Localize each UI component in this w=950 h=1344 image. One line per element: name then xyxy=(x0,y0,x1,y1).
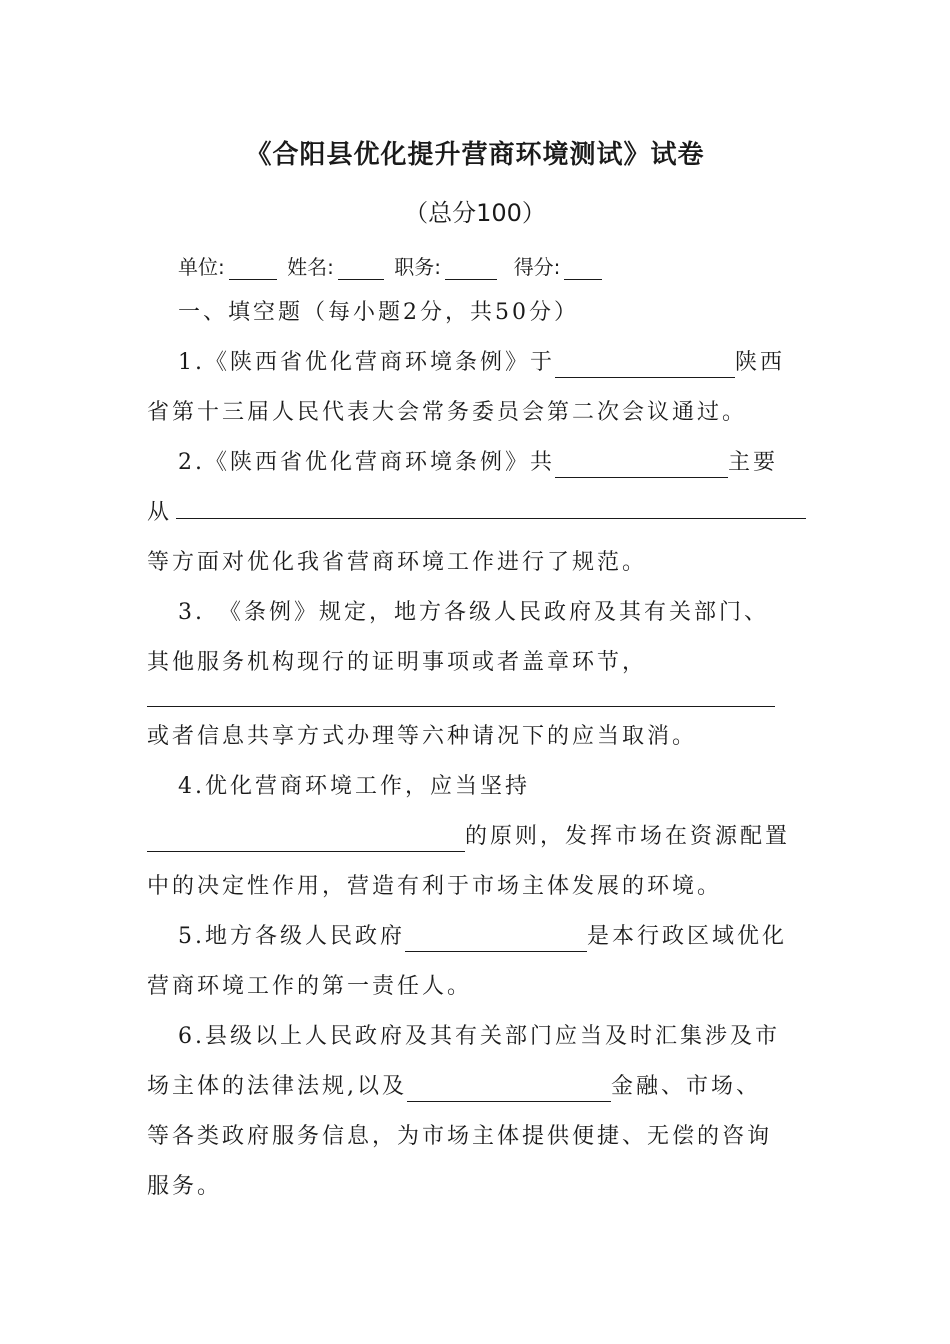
exam-title: 《合阳县优化提升营商环境测试》试卷 xyxy=(245,140,705,170)
name-label: 姓名: xyxy=(287,255,334,279)
q2-line3: 等方面对优化我省营商环境工作进行了规范。 xyxy=(147,550,648,575)
q6-blank[interactable] xyxy=(407,1075,611,1102)
q1-line1 xyxy=(178,348,808,378)
q1-text: 1.《陕西省优化营商环境条例》于 xyxy=(178,350,555,375)
q2-line1 xyxy=(178,448,808,478)
q4-line2 xyxy=(147,822,807,852)
q1-text-tail: 陕西 xyxy=(735,350,786,375)
q6-line2 xyxy=(147,1072,807,1102)
q2-text: 2.《陕西省优化营商环境条例》共 xyxy=(178,450,555,475)
q2-line2 xyxy=(147,498,807,528)
unit-label: 单位: xyxy=(178,255,225,279)
q5-line2: 营商环境工作的第一责任人。 xyxy=(147,974,473,999)
info-row xyxy=(178,251,606,280)
position-label: 职务: xyxy=(394,255,441,279)
q4-line3: 中的决定性作用，营造有利于市场主体发展的环境。 xyxy=(147,874,723,899)
score-label: 得分: xyxy=(513,255,561,279)
q2-long-blank[interactable] xyxy=(176,518,806,519)
q6-line1: 6.县级以上人民政府及其有关部门应当及时汇集涉及市 xyxy=(178,1024,780,1049)
q3-long-blank[interactable] xyxy=(147,706,775,707)
q5-text: 5.地方各级人民政府 xyxy=(178,924,405,949)
q3-line1: 3. 《条例》规定，地方各级人民政府及其有关部门、 xyxy=(178,600,769,625)
name-blank[interactable] xyxy=(338,259,384,280)
q5-line1 xyxy=(178,922,808,952)
section-heading: 一、填空题（每小题2分，共50分） xyxy=(178,300,579,325)
score-blank[interactable] xyxy=(564,259,602,280)
q4-blank[interactable] xyxy=(147,825,465,852)
q1-blank[interactable] xyxy=(555,351,735,378)
q5-blank[interactable] xyxy=(405,925,587,952)
q1-line2: 省第十三届人民代表大会常务委员会第二次会议通过。 xyxy=(147,400,748,425)
q3-line4: 或者信息共享方式办理等六种请况下的应当取消。 xyxy=(147,724,698,749)
q6-line2-prefix: 场主体的法律法规,以及 xyxy=(147,1074,407,1099)
q6-line3: 等各类政府服务信息，为市场主体提供便捷、无偿的咨询 xyxy=(147,1124,773,1149)
q2-line2-prefix: 从 xyxy=(147,500,173,525)
q2-blank[interactable] xyxy=(555,451,728,478)
exam-subtitle: （总分100） xyxy=(404,199,546,227)
unit-blank[interactable] xyxy=(229,259,277,280)
q3-line2: 其他服务机构现行的证明事项或者盖章环节， xyxy=(147,650,648,675)
q6-line2-suffix: 金融、市场、 xyxy=(611,1074,762,1099)
q4-line2-suffix: 的原则，发挥市场在资源配置 xyxy=(465,824,791,849)
q6-line4: 服务。 xyxy=(147,1174,223,1199)
position-blank[interactable] xyxy=(445,259,497,280)
q2-text-tail: 主要 xyxy=(728,450,779,475)
q5-text-tail: 是本行政区域优化 xyxy=(587,924,788,949)
q4-line1: 4.优化营商环境工作，应当坚持 xyxy=(178,774,530,799)
